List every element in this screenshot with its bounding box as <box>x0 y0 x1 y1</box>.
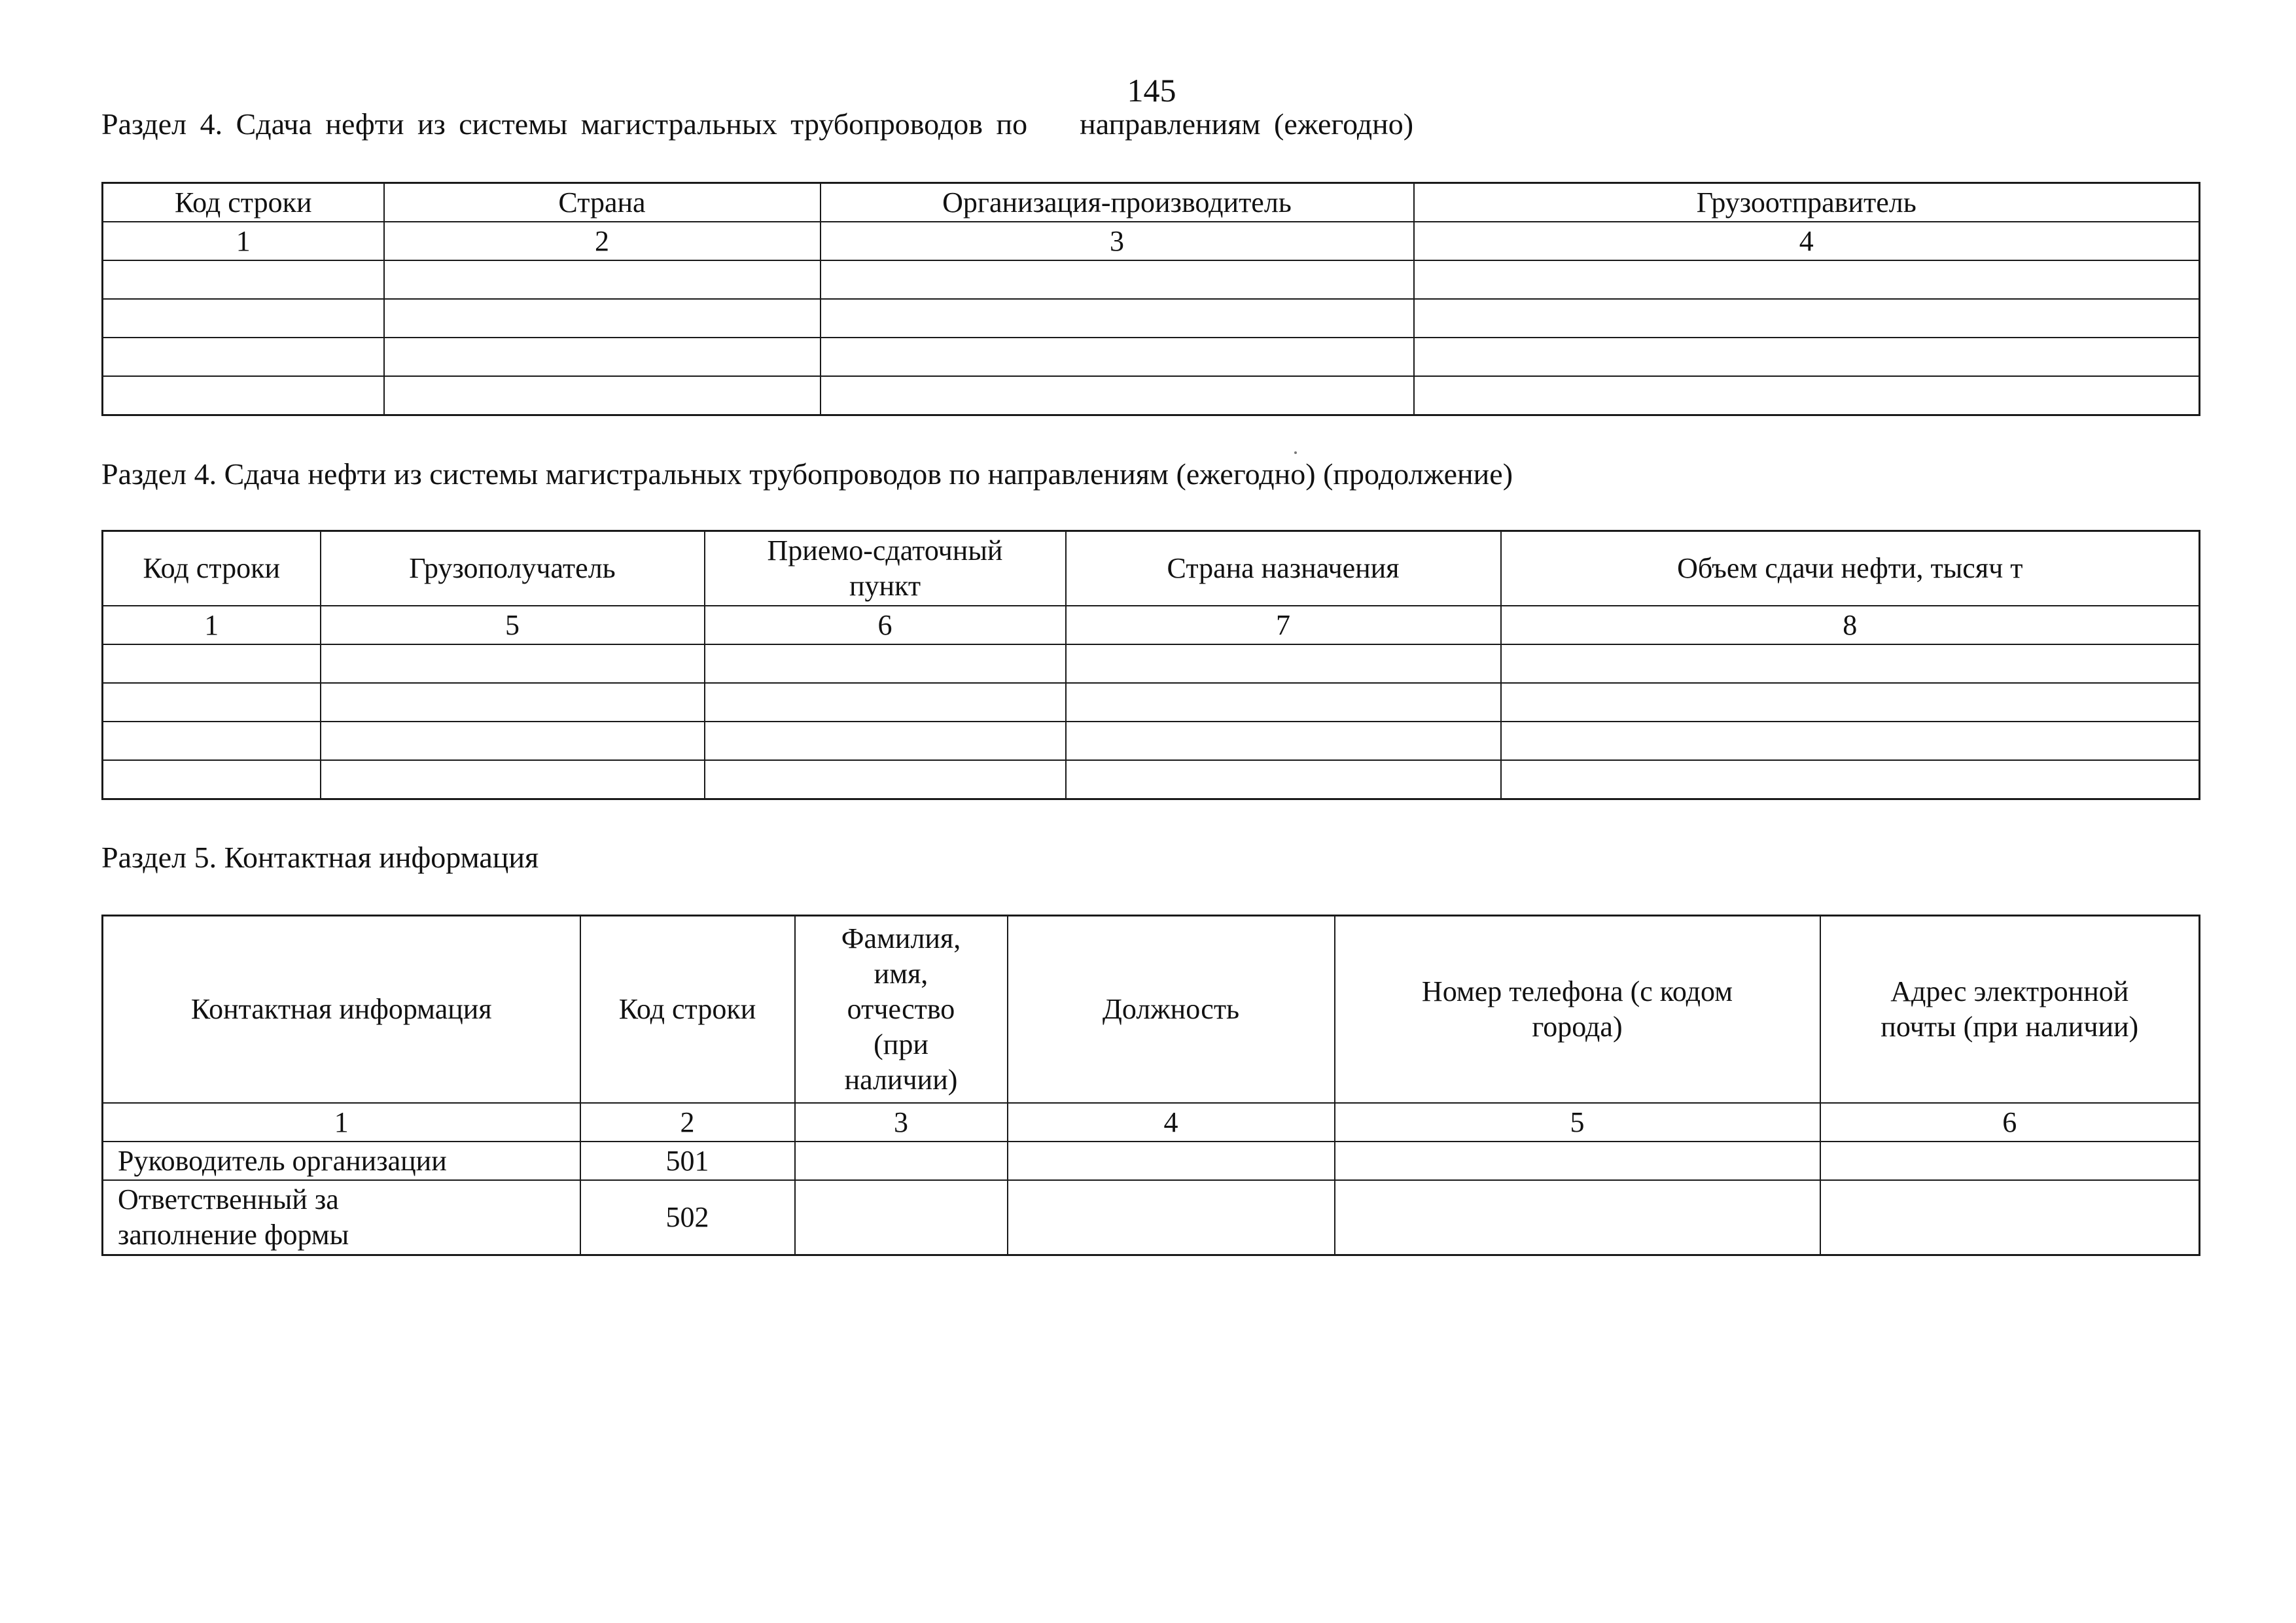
header-cell: Грузоотправитель <box>1414 183 2200 222</box>
table-cell[interactable] <box>821 338 1414 376</box>
table-row <box>103 1180 2200 1255</box>
column-number: 5 <box>321 606 705 644</box>
header-cell: Контактная информация <box>103 916 580 1104</box>
table-cell[interactable] <box>705 644 1066 683</box>
table-cell[interactable] <box>1501 683 2200 722</box>
column-number: 6 <box>705 606 1066 644</box>
table-cell[interactable] <box>321 722 705 760</box>
table-cell[interactable] <box>821 260 1414 299</box>
table-row <box>103 644 2200 683</box>
header-cell: Номер телефона (с кодом города) <box>1335 916 1820 1104</box>
column-number-row <box>103 1103 2200 1142</box>
table-cell[interactable] <box>103 722 321 760</box>
table-cell[interactable] <box>321 683 705 722</box>
section4-continued-title: Раздел 4. Сдача нефти из системы магистральных трубопроводов по направлениям (ежегодно) (продолжение) <box>101 457 1513 491</box>
header-cell: Код строки <box>580 916 795 1104</box>
header-cell: Адрес электронной почты (при наличии) <box>1820 916 2200 1104</box>
table-cell[interactable] <box>1008 1142 1335 1180</box>
column-number: 3 <box>795 1103 1008 1142</box>
header-cell: Приемо-сдаточный пункт <box>705 531 1066 606</box>
section5-title: Раздел 5. Контактная информация <box>101 841 539 874</box>
table-cell[interactable] <box>1066 644 1501 683</box>
table-cell[interactable] <box>795 1142 1008 1180</box>
column-number: 2 <box>384 222 821 260</box>
section4-title-part-a: Раздел 4. Сдача нефти из системы магистральных трубопроводов по <box>101 107 1028 141</box>
column-number-row <box>103 606 2200 644</box>
table-cell[interactable] <box>321 644 705 683</box>
table-cell[interactable] <box>1820 1142 2200 1180</box>
table-cell[interactable] <box>103 260 384 299</box>
header-cell: Организация-производитель <box>821 183 1414 222</box>
table-row <box>103 760 2200 799</box>
table-header-row <box>103 183 2200 222</box>
table-cell[interactable] <box>1414 376 2200 415</box>
column-number: 3 <box>821 222 1414 260</box>
table-cell[interactable] <box>321 760 705 799</box>
table-cell[interactable] <box>1066 760 1501 799</box>
header-cell: Код строки <box>103 183 384 222</box>
contact-role-label: Ответственный за заполнение формы <box>103 1180 580 1255</box>
table-row <box>103 722 2200 760</box>
column-number: 4 <box>1008 1103 1335 1142</box>
table-header-row <box>103 916 2200 1104</box>
table-cell[interactable] <box>1008 1180 1335 1255</box>
table-cell[interactable] <box>821 376 1414 415</box>
column-number: 1 <box>103 222 384 260</box>
table-cell[interactable] <box>705 760 1066 799</box>
table-row <box>103 1142 2200 1180</box>
table-cell[interactable] <box>1501 760 2200 799</box>
column-number: 6 <box>1820 1103 2200 1142</box>
table-cell[interactable] <box>705 722 1066 760</box>
table-cell[interactable] <box>103 338 384 376</box>
table-cell[interactable] <box>1066 683 1501 722</box>
table-cell[interactable] <box>705 683 1066 722</box>
scan-speck <box>1294 451 1297 454</box>
table-cell[interactable] <box>795 1180 1008 1255</box>
column-number: 1 <box>103 1103 580 1142</box>
table-cell[interactable] <box>821 299 1414 338</box>
table-cell[interactable] <box>103 376 384 415</box>
table-cell[interactable] <box>384 299 821 338</box>
column-number: 5 <box>1335 1103 1820 1142</box>
table-cell[interactable] <box>1820 1180 2200 1255</box>
header-cell: Фамилия, имя, отчество (при наличии) <box>795 916 1008 1104</box>
table-header-row <box>103 531 2200 606</box>
table-row <box>103 338 2200 376</box>
header-cell: Должность <box>1008 916 1335 1104</box>
table-cell[interactable] <box>384 338 821 376</box>
column-number: 1 <box>103 606 321 644</box>
table-cell[interactable] <box>103 683 321 722</box>
column-number: 4 <box>1414 222 2200 260</box>
header-cell: Страна назначения <box>1066 531 1501 606</box>
contact-role-label: Руководитель организации <box>103 1142 580 1180</box>
table-cell[interactable] <box>103 644 321 683</box>
table-cell[interactable] <box>1501 722 2200 760</box>
table-row <box>103 376 2200 415</box>
table-cell[interactable] <box>1066 722 1501 760</box>
header-cell: Страна <box>384 183 821 222</box>
section4-title <box>101 106 1413 143</box>
header-cell: Грузополучатель <box>321 531 705 606</box>
section4-title-part-b: направлениям (ежегодно) <box>1080 107 1414 141</box>
row-code: 502 <box>580 1180 795 1255</box>
table-cell[interactable] <box>1335 1180 1820 1255</box>
table-cell[interactable] <box>103 760 321 799</box>
table-cell[interactable] <box>1414 338 2200 376</box>
table-row <box>103 299 2200 338</box>
column-number: 8 <box>1501 606 2200 644</box>
table-row <box>103 683 2200 722</box>
table-cell[interactable] <box>384 260 821 299</box>
column-number: 2 <box>580 1103 795 1142</box>
page-number: 145 <box>1127 72 1176 109</box>
table-cell[interactable] <box>1414 260 2200 299</box>
table-cell[interactable] <box>1414 299 2200 338</box>
table-cell[interactable] <box>384 376 821 415</box>
table-row <box>103 260 2200 299</box>
table-cell[interactable] <box>103 299 384 338</box>
section4-table <box>101 182 2200 416</box>
contact-info-table <box>101 915 2200 1256</box>
table-cell[interactable] <box>1335 1142 1820 1180</box>
section4-continued-table <box>101 530 2200 800</box>
row-code: 501 <box>580 1142 795 1180</box>
column-number-row <box>103 222 2200 260</box>
table-cell[interactable] <box>1501 644 2200 683</box>
header-cell: Код строки <box>103 531 321 606</box>
header-cell: Объем сдачи нефти, тысяч т <box>1501 531 2200 606</box>
column-number: 7 <box>1066 606 1501 644</box>
